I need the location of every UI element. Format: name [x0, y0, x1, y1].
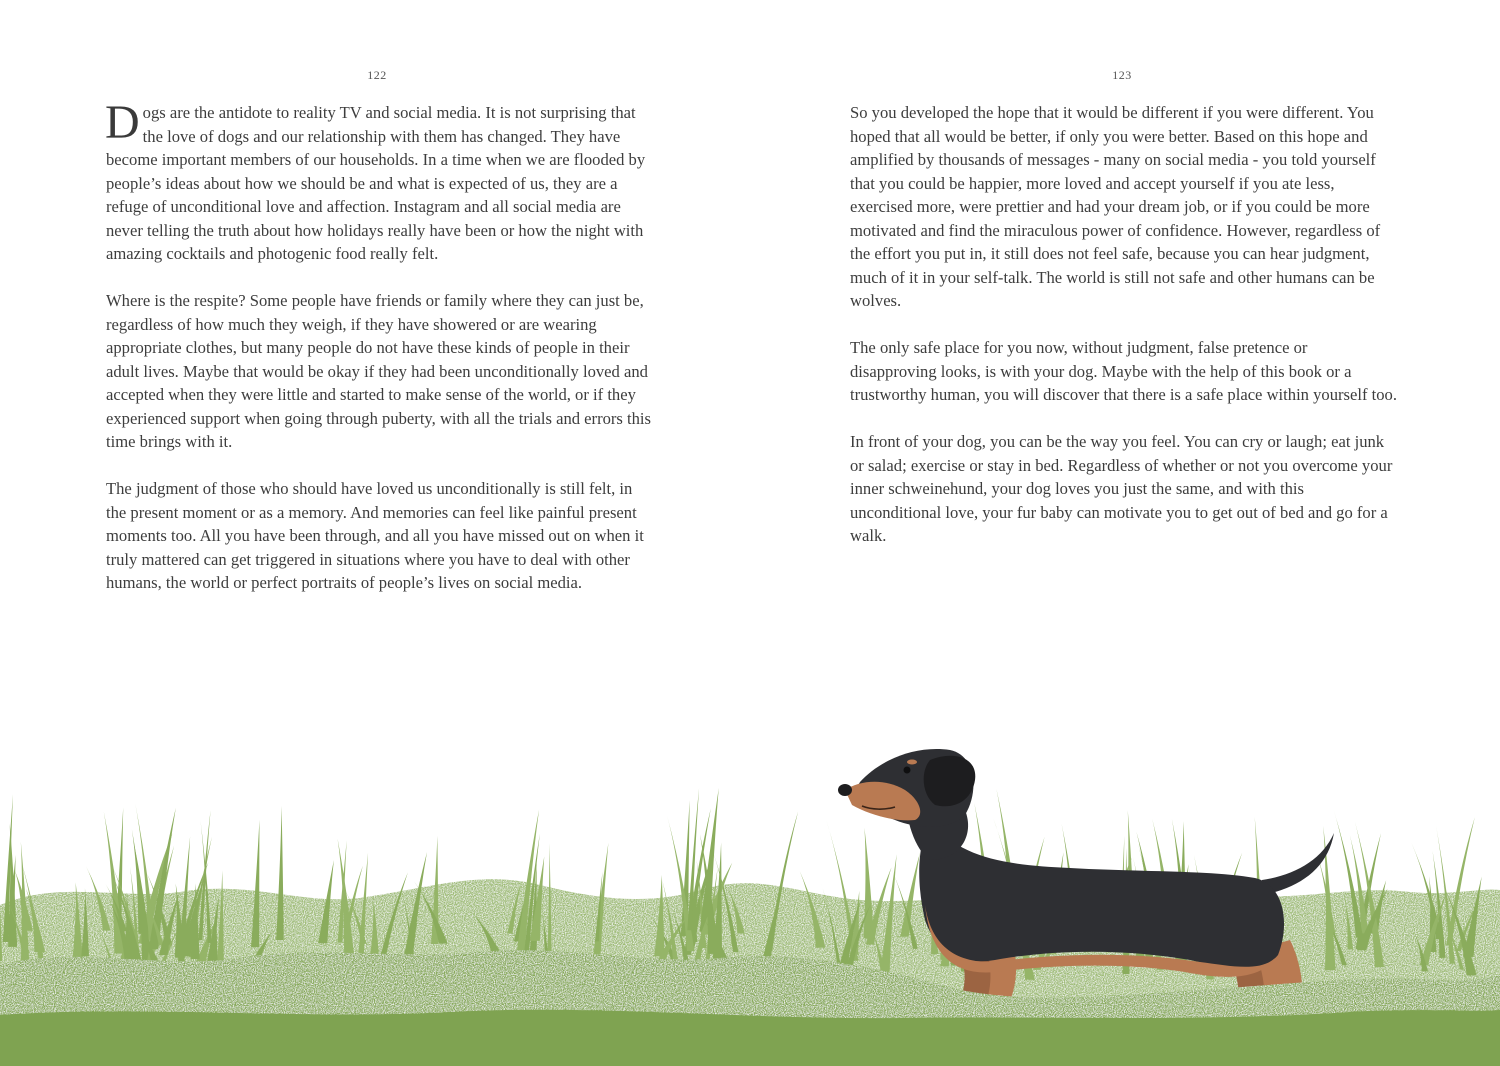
grass-blade [667, 816, 694, 951]
grass-blade [1355, 822, 1384, 967]
grass-blade [1414, 931, 1428, 971]
grass-blade [728, 887, 745, 933]
left-paragraph-1 [105, 96, 654, 266]
grass-blade [114, 808, 123, 945]
grass-blade [595, 872, 602, 942]
grass-blade [1212, 853, 1242, 955]
grass-blade [656, 914, 688, 962]
grass-blade [648, 914, 679, 964]
grass-blade [190, 883, 199, 959]
grass-blade [838, 899, 861, 971]
grass-blade [206, 896, 219, 969]
grass-blade [1350, 835, 1369, 933]
grass-blade [1003, 874, 1035, 979]
grass-blade [507, 882, 521, 934]
grass-blade [654, 875, 664, 956]
grass-blade [198, 810, 210, 940]
grass-blade [338, 840, 347, 942]
grass-blade [200, 820, 211, 943]
grass-blade [974, 803, 995, 939]
grass-blade [1174, 864, 1189, 935]
grass-blade [400, 852, 427, 976]
right-page-text [850, 101, 1398, 571]
grass-blade [547, 843, 552, 974]
grass-blade [1138, 844, 1163, 970]
grass-blade [890, 867, 917, 949]
grass-blade [697, 860, 707, 948]
grass-blade [1443, 885, 1477, 976]
grass-blade [1436, 825, 1455, 963]
grass-blade [196, 921, 216, 962]
grass-blade [1323, 826, 1335, 970]
grass-blade [276, 806, 284, 940]
grass-blade [1135, 870, 1154, 964]
grass-blade [470, 910, 501, 953]
grass-blade [343, 866, 363, 939]
grass-blade [1059, 877, 1091, 952]
grass-blade [15, 871, 33, 931]
grass-blade [178, 862, 208, 951]
grass-blade [20, 858, 45, 965]
drop-cap: D [105, 96, 140, 149]
grass-blade [672, 909, 692, 974]
grass-blade [175, 884, 185, 958]
right-paragraph-1: So you developed the hope that it would be different if you were different. You hoped that all would be better, if only you were better. Based on this hope and amplified by thousands of messages - many on social media - you told yourself that you could be happier, more loved and accept yourself if you ate less, exercised more, were prettier and had your dream job, or if you could be more motivated and find the miraculous power of confidence. However, regardless of the effort you put in, it still does not feel safe, because you can hear judgment, much of it in your self-talk. The world is still not safe and other humans can be wolves. [850, 103, 1381, 310]
grass-blade [826, 820, 858, 961]
grass-front-layer [0, 950, 1500, 1066]
grass-blade [138, 833, 172, 943]
grass-blade [694, 893, 714, 961]
grass-blade [1136, 832, 1160, 942]
grass-blade [132, 829, 146, 934]
grass-blade [997, 887, 1019, 946]
grass-blade [900, 853, 920, 937]
grass-blade [930, 886, 936, 954]
grass-blade [1433, 851, 1446, 958]
grass-blade [95, 922, 116, 974]
grass-blade [26, 889, 45, 952]
grass-blade [1456, 902, 1478, 951]
grass-blade [118, 930, 128, 972]
grass-blade [800, 871, 825, 947]
grass-blade [934, 879, 951, 960]
grass-blade [72, 882, 83, 963]
right-paragraph-3: In front of your dog, you can be the way you feel. You can cry or laugh; eat junk or salad; exercise or stay in bed. Regardless of whether or not you overcome your inner schweinehund, your dog loves you just the same, and with this unconditional love, your fur baby can motivate you to get out of bed and go for a walk. [850, 432, 1393, 545]
grass-blade [0, 867, 2, 961]
grass-blade [375, 872, 408, 977]
grass-blade [357, 853, 368, 972]
grass-blade [343, 885, 367, 943]
grass-blade [1100, 857, 1132, 951]
grass-blade [86, 866, 111, 930]
grass-blade [1047, 852, 1064, 954]
left-page-text [105, 96, 654, 618]
grass-blade [130, 867, 140, 956]
grass-blade [1122, 848, 1129, 974]
grass-blade [993, 818, 1025, 936]
grass-blade [128, 904, 137, 978]
grass-blade [684, 809, 711, 955]
grass-blade [703, 919, 728, 960]
grass-blade [109, 859, 137, 938]
grass-blade [1356, 833, 1381, 949]
grass-blade [1255, 817, 1265, 962]
grass-blade [930, 904, 938, 953]
grass-blade [1429, 876, 1436, 952]
grass-blade [344, 894, 355, 961]
grass-blade [863, 828, 873, 939]
grass-blade [370, 899, 379, 955]
grass-blade [527, 863, 536, 975]
left-paragraph-2: Where is the respite? Some people have friends or family where they can just be, regardless of how much they weigh, if they have showered or are wearing appropriate clothes, but many people do not have these kinds of people in their adult lives. Maybe that would be okay if they had been unconditionally loved and accepted when they were little and started to make sense of the world, or if they experienced support when going through puberty, with all the trials and errors this time brings with it. [106, 291, 652, 451]
grass-blade [866, 867, 892, 944]
grass-blade [988, 881, 1013, 952]
grass-blade [514, 876, 532, 941]
grass-blade [338, 839, 355, 960]
grass-blade [850, 891, 859, 955]
left-page-number: 122 [367, 68, 387, 82]
grass-blade [104, 812, 125, 954]
grass-blade [971, 913, 1004, 978]
grass-blade [1042, 921, 1067, 963]
grass-blade [699, 788, 718, 932]
grass-blade [318, 860, 334, 943]
grass-blade [1334, 810, 1364, 938]
grass-blade [1126, 810, 1136, 952]
grass-blade [768, 811, 798, 951]
grass-blade [135, 804, 155, 940]
grass-blade [686, 851, 714, 948]
grass-blade [145, 870, 172, 946]
grass-blade [691, 885, 697, 942]
grass-blade [1316, 896, 1347, 965]
grass-blade [212, 907, 218, 974]
grass-blade [1033, 915, 1058, 970]
grass-blade [983, 915, 989, 963]
grass-blade [1177, 916, 1205, 971]
grass-blade [1175, 821, 1186, 962]
grass-blade [1130, 883, 1139, 930]
left-paragraph-3: The judgment of those who should have loved us unconditionally is still felt, in the present moment or as a memory. And memories can feel like painful present moments too. All you have been through, and all you have missed out on when it truly mattered can get triggered in situations where you have to deal with other humans, the world or perfect portraits of people’s lives on social media. [106, 479, 644, 592]
grass-blade [705, 868, 718, 967]
grass-blade [937, 854, 960, 966]
grass-blade [1439, 910, 1464, 970]
grass-blade [1131, 895, 1145, 958]
grass-blade [879, 854, 896, 978]
grass-back-layer [0, 879, 1500, 1066]
grass-blade [149, 808, 176, 949]
grass-blade [1345, 898, 1353, 950]
grass-blade [431, 836, 438, 944]
grass-blade [1446, 817, 1475, 945]
grass-blades [0, 788, 1482, 980]
grass-blade [1133, 857, 1148, 936]
grass-blade [516, 810, 539, 958]
grass-blade [177, 836, 190, 975]
grass-blade [155, 930, 177, 977]
grass-blade [139, 888, 165, 945]
dachshund-dog [838, 749, 1334, 1015]
grass-blade [414, 881, 448, 944]
grass-blade [760, 884, 783, 969]
grass-blade [107, 896, 133, 959]
grass-blade [3, 794, 13, 942]
grass-blade [821, 883, 843, 977]
grass-blade [8, 901, 33, 978]
grass-blade [1172, 819, 1189, 937]
grass-blade [701, 863, 733, 935]
grass-blade [111, 871, 143, 965]
grass-blade [1357, 888, 1388, 950]
grass-blade [687, 788, 699, 930]
grass-blade [137, 926, 161, 968]
grass-blade [700, 834, 719, 954]
grass-blade [1119, 836, 1124, 946]
grass-blade [681, 800, 690, 936]
grass-blade [1016, 837, 1044, 956]
grass-blade [940, 900, 961, 966]
left-paragraph-1-text: ogs are the antidote to reality TV and social media. It is not surprising that the love of dogs and our relationship with them has changed. They have become important members of our households. In a time when we are flooded by people’s ideas about how we should be and what is expected of us, they are a refuge of unconditional love and affection. Instagram and all social media are never telling the truth about how holidays really have been or how the night with amazing cocktails and photogenic food really felt. [106, 103, 646, 263]
grass-blade [1463, 876, 1481, 956]
grass-blade [181, 873, 205, 956]
grass-blade [522, 834, 540, 971]
right-paragraph-2: The only safe place for you now, without judgment, false pretence or disapproving looks, is with your dog. Maybe with the help of this book or a trustworthy human, you will discover that there is a safe place within yourself too. [850, 338, 1398, 404]
grass-blade [847, 905, 870, 965]
grass-blade [530, 856, 545, 940]
grass-blade [996, 789, 1020, 931]
grass-blade [7, 855, 16, 935]
grass-blade [21, 842, 30, 968]
grass-blade [713, 850, 739, 952]
grass-blade [1062, 824, 1079, 934]
grass-blade [542, 910, 549, 959]
grass-blade [870, 925, 886, 972]
grass-blade [403, 897, 416, 976]
grass-blade [81, 888, 89, 956]
grass-blade [1420, 892, 1447, 965]
grass-blade [1369, 880, 1386, 933]
grass-blade [134, 841, 153, 961]
grass-blade [145, 845, 174, 971]
grass-blade [8, 824, 17, 947]
grass-blade [216, 871, 224, 975]
grass-bottom-layer [0, 1010, 1500, 1066]
grass-blade [590, 843, 608, 979]
grass-blade [105, 884, 127, 932]
grass-blade [189, 837, 212, 957]
grass-blade [1189, 868, 1199, 946]
grass-blade [1236, 915, 1249, 975]
grass-blade [712, 842, 723, 972]
grass-blade [1246, 899, 1279, 942]
grass-blade [1194, 855, 1214, 979]
grass-blade [251, 820, 259, 948]
grass-blade [159, 892, 179, 955]
grass-blade [662, 879, 679, 967]
grass-blade [1317, 855, 1335, 933]
grass-blade [1411, 843, 1442, 940]
grass-blade [941, 828, 970, 971]
grass-blade [1152, 819, 1174, 935]
grass-blade [245, 932, 271, 972]
grass-blade [125, 892, 131, 950]
right-page-number: 123 [1112, 68, 1132, 82]
